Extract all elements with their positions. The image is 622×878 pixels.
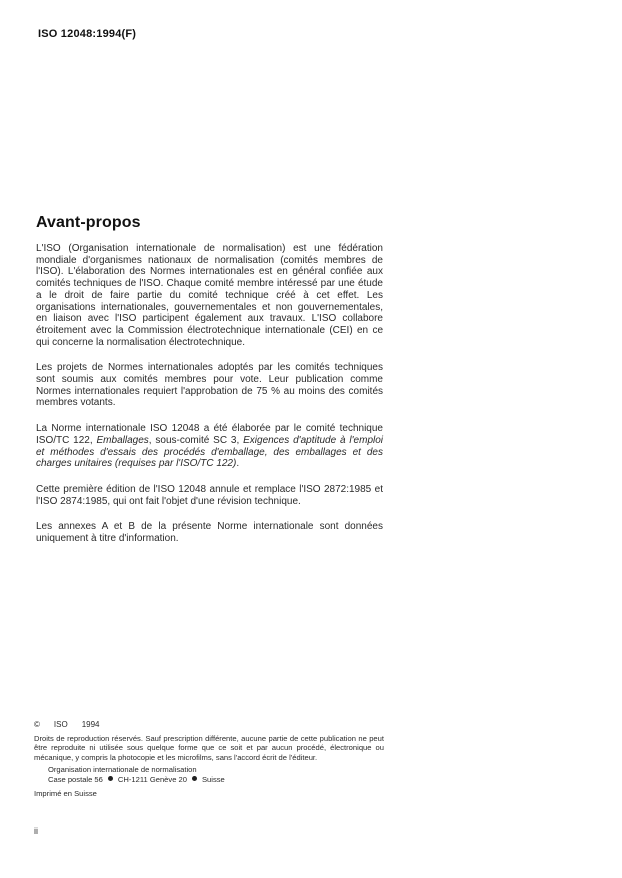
paragraph-edition: Cette première édition de l'ISO 12048 annule et remplace l'ISO 2872:1985 et l'ISO 2874:1985, qui ont fait l'objet d'une révision technique.	[36, 483, 383, 507]
organization-name: Organisation internationale de normalisation	[48, 765, 197, 775]
standard-id-header: ISO 12048:1994(F)	[38, 28, 137, 40]
postal-country: Suisse	[201, 774, 225, 784]
copyright-block	[34, 720, 384, 798]
postal-line	[48, 775, 384, 785]
rights-notice: Droits de reproduction réservés. Sauf prescription différente, aucune partie de cette publication ne peut être reproduite ni utilisée sous quelque forme que ce soit et par aucun procédé, électronique ou mécanique, y compris la photocopie et les microfilms, sans l'accord écrit de l'éditeur.	[34, 733, 384, 762]
committee-name: Emballages	[96, 434, 149, 446]
committee-text-mid: , sous-comité SC 3,	[148, 434, 244, 446]
printed-in: Imprimé en Suisse	[34, 788, 97, 798]
paragraph-voting: Les projets de Normes internationales adoptés par les comités techniques sont soumis aux comités membres pour vote. Leur publication comme Normes internationales requiert l'approbation de 75 % au moins des comités membres votants.	[36, 362, 383, 409]
copyright-symbol: ©	[34, 720, 40, 729]
page-number: ii	[34, 826, 38, 836]
postal-box: Case postale 56	[48, 774, 103, 784]
paragraph-committee	[36, 423, 383, 470]
committee-text-end: .	[236, 458, 240, 470]
paragraph-iso-overview: L'ISO (Organisation internationale de normalisation) est une fédération mondiale d'organismes nationaux de normalisation (comités membres de l'ISO). L'élaboration des Normes internationales est en général confiée aux comités techniques de l'ISO. Chaque comité membre intéressé par une étude a le droit de faire partie du comité technique créé à cet effet. Les organisations internationales, gouvernementales et non gouvernementales, en liaison avec l'ISO participent également aux travaux. L'ISO collabore étroitement avec la Commission électrotechnique internationale (CEI) en ce qui concerne la normalisation électrotechnique.	[36, 243, 383, 348]
copyright-line	[34, 720, 384, 730]
subcommittee-name: Exigences d'aptitude à l'emploi et méthodes d'essais des procédés d'emballage, des emballages et des charges unitaires (requises par l'ISO/TC 122)	[36, 434, 384, 470]
page-title: Avant-propos	[36, 214, 141, 231]
publisher-address	[34, 765, 384, 784]
paragraph-annexes: Les annexes A et B de la présente Norme internationale sont données uniquement à titre d'information.	[36, 521, 383, 545]
copyright-owner: ISO	[53, 720, 68, 729]
bullet-icon	[192, 776, 197, 781]
postal-city: CH-1211 Genève 20	[117, 774, 187, 784]
copyright-year: 1994	[81, 720, 100, 729]
bullet-icon	[108, 776, 113, 781]
foreword-body	[36, 243, 383, 559]
committee-text-start: La Norme internationale ISO 12048 a été élaborée par le comité technique ISO/TC 122,	[36, 423, 383, 446]
